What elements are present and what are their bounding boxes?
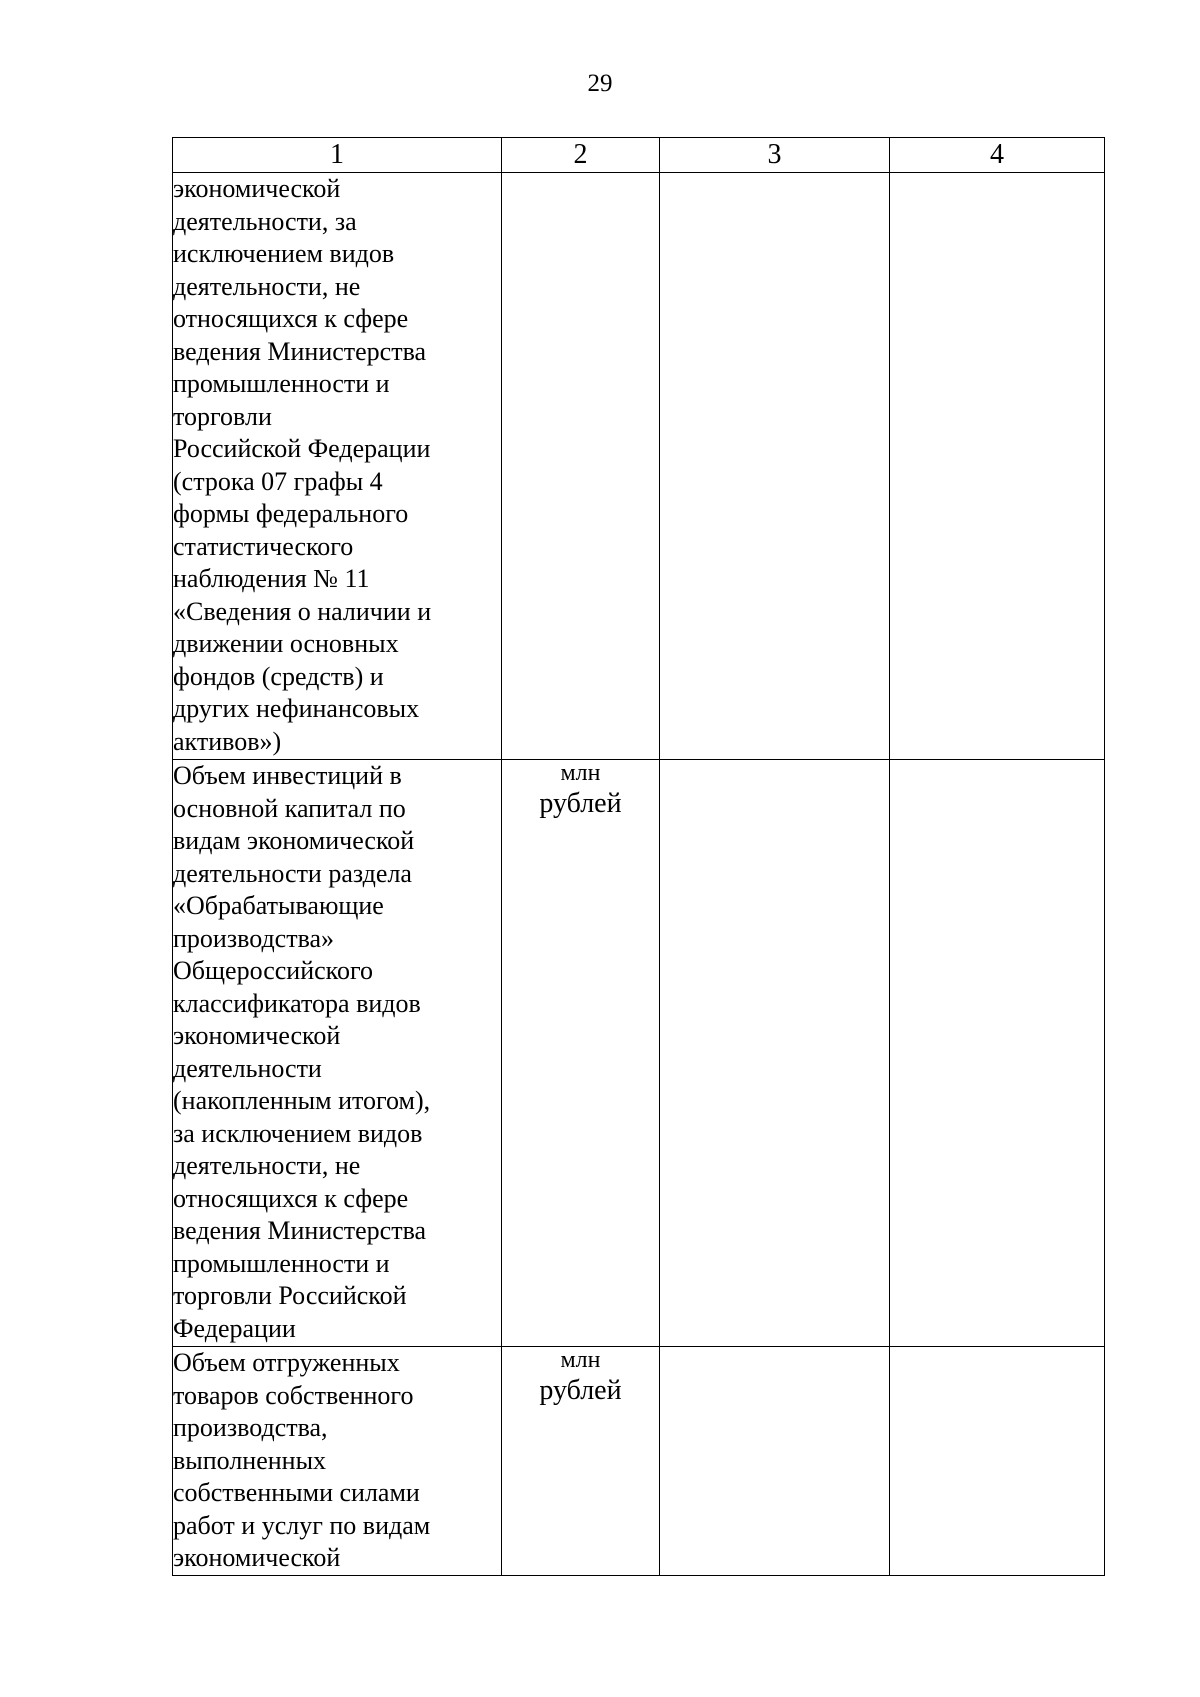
indicator-description — [173, 760, 502, 1347]
value-cell-col3 — [660, 760, 890, 1347]
description-line: Российской Федерации — [173, 434, 431, 463]
unit-top: млн — [560, 760, 601, 786]
value-cell-col4 — [890, 173, 1105, 760]
unit-cell — [502, 760, 660, 1347]
description-line: производства» — [173, 923, 335, 953]
unit-bottom: рублей — [539, 1375, 622, 1406]
description-line: торговли Российской — [173, 1281, 407, 1310]
unit-bottom: рублей — [539, 788, 622, 819]
unit-cell — [502, 173, 660, 760]
description-line: деятельности — [173, 1053, 322, 1083]
description-line: ведения Министерства — [173, 1216, 427, 1245]
description-line: выполненных — [173, 1445, 327, 1475]
description-line: классификатора видов — [173, 988, 421, 1018]
description-line: Объем отгруженных — [173, 1348, 400, 1377]
value-cell-col4 — [890, 760, 1105, 1347]
column-header-2: 2 — [502, 138, 660, 173]
column-header-3: 3 — [660, 138, 890, 173]
description-line: статистического — [173, 531, 354, 561]
description-line: активов») — [173, 726, 282, 756]
value-cell-col3 — [660, 173, 890, 760]
indicator-description — [173, 1347, 502, 1576]
description-line: деятельности, не — [173, 271, 361, 301]
description-line: исключением видов — [173, 239, 395, 268]
description-line: Федерации — [173, 1313, 296, 1343]
indicator-description — [173, 173, 502, 760]
description-line: ведения Министерства — [173, 336, 427, 366]
description-line: относящихся к сфере — [173, 1183, 409, 1213]
description-line: формы федерального — [173, 499, 409, 528]
column-header-1: 1 — [173, 138, 502, 173]
description-line: основной капитал по — [173, 793, 406, 823]
indicators-table — [172, 137, 1105, 1576]
description-line: наблюдения № 11 — [173, 564, 370, 593]
description-line: экономической — [173, 1543, 341, 1572]
description-line: за исключением видов — [173, 1118, 423, 1148]
table-row — [173, 760, 1105, 1347]
description-line: торговли — [173, 401, 272, 431]
table-row — [173, 1347, 1105, 1576]
page-number: 29 — [587, 70, 613, 97]
description-line: (строка 07 графы 4 — [173, 466, 383, 496]
description-line: товаров собственного — [173, 1380, 414, 1410]
description-line: работ и услуг по видам — [173, 1510, 431, 1540]
value-cell-col4 — [890, 1347, 1105, 1576]
description-line: Общероссийского — [173, 956, 373, 985]
table-header-row — [173, 138, 1105, 173]
description-line: собственными силами — [173, 1478, 420, 1507]
description-line: движении основных — [173, 629, 399, 658]
description-line: (накопленным итогом), — [173, 1086, 431, 1115]
description-line: промышленности и — [173, 369, 390, 398]
value-cell-col3 — [660, 1347, 890, 1576]
description-line: видам экономической — [173, 826, 415, 855]
description-line: относящихся к сфере — [173, 304, 409, 333]
description-line: деятельности, не — [173, 1151, 361, 1180]
table-row — [173, 173, 1105, 760]
description-line: других нефинансовых — [173, 694, 420, 723]
description-line: экономической — [173, 1021, 341, 1050]
description-line: экономической — [173, 174, 341, 203]
description-line: фондов (средств) и — [173, 661, 384, 691]
unit-top: млн — [560, 1347, 601, 1373]
column-header-4: 4 — [890, 138, 1105, 173]
description-line: деятельности, за — [173, 206, 357, 236]
description-line: Объем инвестиций в — [173, 761, 402, 790]
description-line: промышленности и — [173, 1248, 390, 1278]
description-line: «Сведения о наличии и — [173, 596, 432, 626]
description-line: «Обрабатывающие — [173, 891, 384, 920]
description-line: производства, — [173, 1413, 328, 1442]
unit-cell — [502, 1347, 660, 1576]
description-line: деятельности раздела — [173, 858, 412, 888]
